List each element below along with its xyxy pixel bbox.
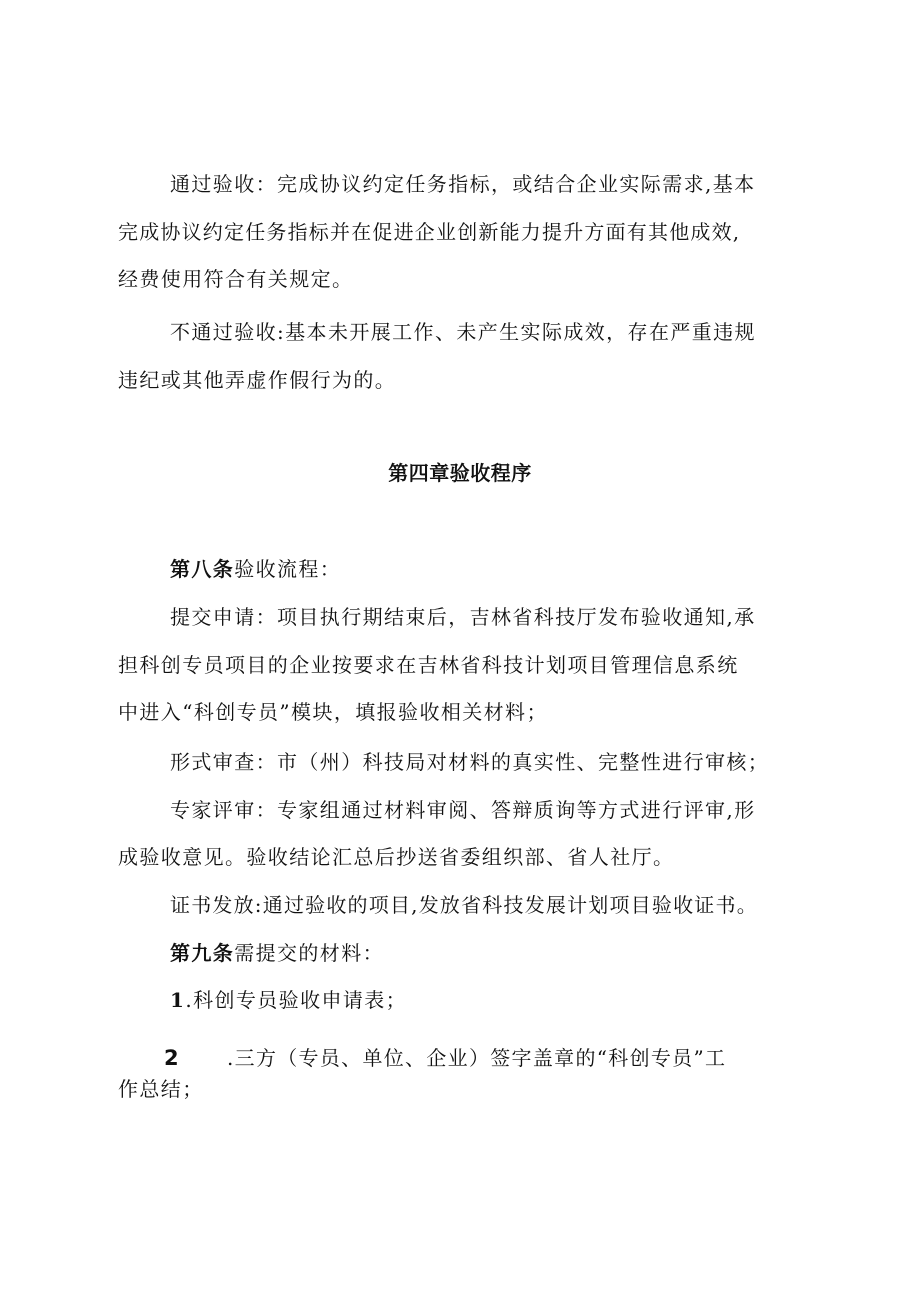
paragraph-expert-line-2: 成验收意见。验收结论汇总后抄送省委组织部、省人社厅。 (118, 845, 675, 869)
paragraph-fail-line-2: 违纪或其他弄虚作假行为的。 (118, 368, 397, 392)
paragraph-pass-line-3: 经费使用符合有关规定。 (118, 267, 354, 291)
paragraph-review: 形式审查：市（州）科技局对材料的真实性、完整性进行审核； (170, 750, 770, 774)
paragraph-fail-line-1: 不通过验收:基本未开展工作、未产生实际成效，存在严重违规 (170, 320, 756, 344)
paragraph-pass-line-1: 通过验收：完成协议约定任务指标，或结合企业实际需求,基本 (170, 172, 756, 196)
list-item-2-number: 2 (164, 1046, 179, 1070)
chapter-heading: 第四章验收程序 (388, 461, 532, 485)
article-8-label: 第八条 (170, 557, 235, 581)
list-item-2-line-2: 作总结； (118, 1077, 204, 1101)
article-9-text: 需提交的材料： (234, 941, 385, 965)
article-9-label: 第九条 (170, 941, 235, 965)
paragraph-submit-line-2: 担科创专员项目的企业按要求在吉林省科技计划项目管理信息系统 (118, 653, 739, 677)
list-item-1 (170, 988, 407, 1012)
paragraph-submit-line-3: 中进入“科创专员”模块，填报验收相关材料； (118, 700, 548, 724)
list-item-2-line-1: .三方（专员、单位、企业）签字盖章的“科创专员”工 (227, 1046, 727, 1070)
paragraph-submit-line-1: 提交申请：项目执行期结束后，吉林省科技厅发布验收通知,承 (170, 605, 756, 629)
article-8-heading (170, 557, 341, 581)
article-9-heading (170, 941, 384, 965)
list-item-1-number: 1 (170, 988, 186, 1012)
article-8-text: 验收流程： (234, 557, 342, 581)
list-item-1-text: .科创专员验收申请表； (185, 988, 408, 1012)
paragraph-certificate: 证书发放:通过验收的项目,发放省科技发展计划项目验收证书。 (170, 893, 758, 917)
paragraph-pass-line-2: 完成协议约定任务指标并在促进企业创新能力提升方面有其他成效, (118, 220, 741, 244)
paragraph-expert-line-1: 专家评审：专家组通过材料审阅、答辩质询等方式进行评审,形 (170, 798, 756, 822)
